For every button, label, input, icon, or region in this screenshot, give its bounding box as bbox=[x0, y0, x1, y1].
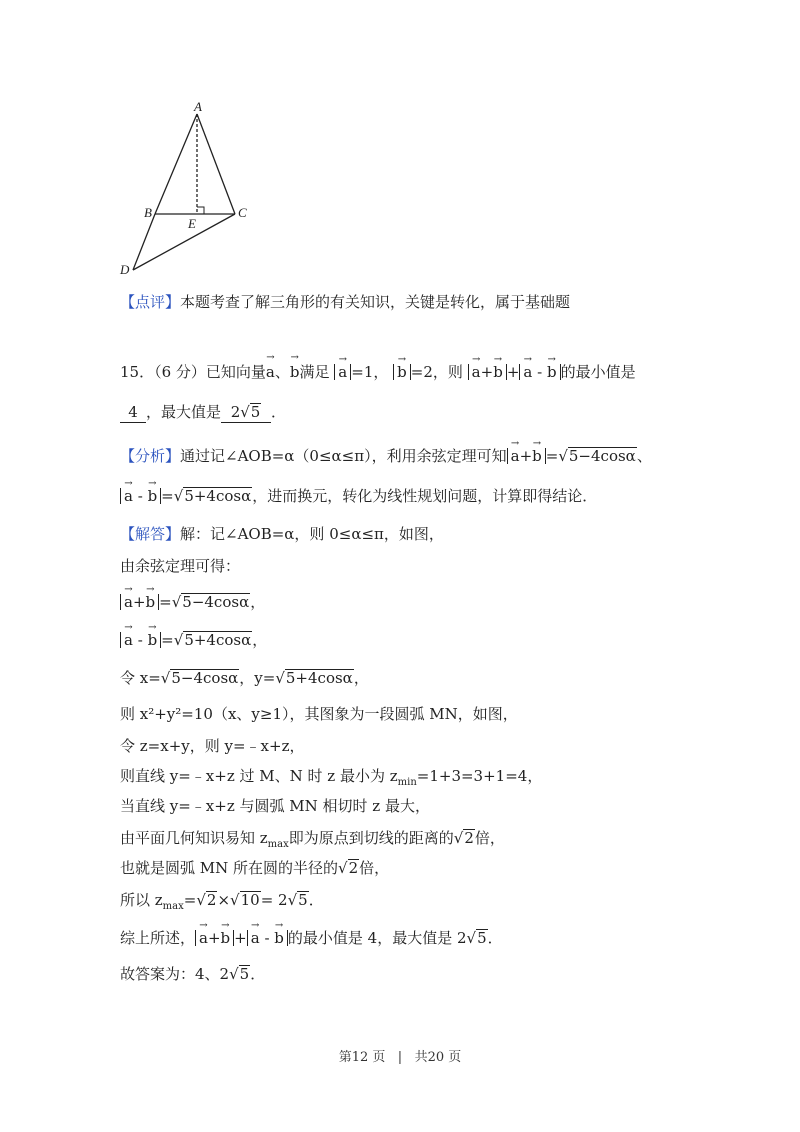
solution-line-6: 则 x²+y²=10（x、y≥1），其图象为一段圆弧 MN，如图， bbox=[120, 705, 518, 723]
sqrt-symbol: √5−4cosα bbox=[160, 669, 239, 687]
subscript: max bbox=[162, 901, 184, 912]
question-text: ，最大值是 bbox=[146, 403, 222, 421]
question-text: 满足 bbox=[299, 363, 330, 381]
question-text: 已知向量 bbox=[205, 363, 266, 381]
radicand: 5 bbox=[239, 965, 250, 983]
radicand: 5 bbox=[250, 403, 261, 421]
solution-line-10 bbox=[120, 828, 505, 855]
vector-b: → b bbox=[146, 594, 156, 610]
answer-max-coef: 2 bbox=[230, 403, 241, 421]
label-E: E bbox=[188, 216, 196, 231]
vector-b: → b bbox=[148, 632, 158, 648]
solution-text: 倍， bbox=[359, 859, 390, 877]
norm-a-plus-b: → a+→ b bbox=[120, 594, 159, 610]
equals: = 2 bbox=[260, 891, 288, 909]
separator: 、 bbox=[636, 447, 652, 465]
solution-line-2: 由余弦定理可得： bbox=[120, 557, 241, 575]
question-line-2 bbox=[120, 402, 286, 423]
solution-text: 解：记∠AOB=α，则 0≤α≤π，如图， bbox=[180, 525, 444, 543]
vector-b: → b bbox=[148, 488, 158, 504]
separator: 、 bbox=[274, 363, 290, 381]
vector-b: → b bbox=[397, 364, 407, 380]
vector-a: → a bbox=[266, 362, 275, 382]
solution-line-7: 令 z=x+y，则 y=﹣x+z， bbox=[120, 737, 305, 755]
solution-text: 倍， bbox=[474, 829, 505, 847]
solution-text: 则直线 y=﹣x+z 过 M、N 时 z 最小为 z bbox=[120, 767, 398, 785]
page-footer bbox=[0, 1046, 800, 1065]
sqrt-symbol: √2 bbox=[453, 829, 474, 847]
equals: = bbox=[183, 891, 197, 909]
radicand: 5−4cosα bbox=[182, 593, 250, 611]
solution-line-4: → a - → b =√5+4cosα， bbox=[120, 630, 267, 650]
vector-b: → b bbox=[547, 364, 557, 380]
solution-text: 由平面几何知识易知 z bbox=[120, 829, 268, 847]
analysis-tag: 【分析】 bbox=[120, 447, 181, 465]
radicand: 5−4cosα bbox=[568, 447, 636, 465]
vector-a: → a bbox=[124, 488, 133, 504]
analysis-line-2: → a - → b =√5+4cosα，进而换元，转化为线性规划问题，计算即得结论． bbox=[120, 486, 597, 506]
vector-b: → b bbox=[290, 362, 300, 382]
triangle-figure bbox=[115, 100, 275, 280]
question-number: 15． bbox=[120, 363, 155, 381]
norm-a bbox=[334, 364, 351, 380]
solution-line-11 bbox=[120, 858, 389, 878]
radicand: 5 bbox=[298, 891, 308, 909]
solution-text: 的最小值是 4，最大值是 2 bbox=[287, 929, 467, 947]
sqrt-symbol: √5 bbox=[229, 965, 250, 983]
vector-a: → a bbox=[511, 448, 520, 464]
analysis-text: ，进而换元，转化为线性规划问题，计算即得结论． bbox=[252, 487, 598, 505]
period: ． bbox=[308, 891, 324, 909]
vector-a: → a bbox=[472, 364, 481, 380]
vector-a: → a bbox=[124, 594, 133, 610]
solution-text: ，y= bbox=[239, 669, 276, 687]
review-tag: 【点评】 bbox=[120, 293, 181, 311]
sqrt-symbol: √5+4cosα bbox=[173, 631, 252, 649]
norm-a-minus-b: → a - → b bbox=[519, 364, 560, 380]
vector-a: → a bbox=[199, 930, 208, 946]
subscript: max bbox=[267, 839, 289, 850]
solution-line-5 bbox=[120, 668, 369, 688]
sqrt-symbol: √2 bbox=[338, 859, 359, 877]
sqrt-symbol: √5+4cosα bbox=[173, 487, 252, 505]
times-sign: × bbox=[217, 891, 231, 909]
page-total: 共20 页 bbox=[414, 1050, 462, 1065]
radicand: 5 bbox=[477, 929, 487, 947]
solution-text: 即为原点到切线的距离的 bbox=[288, 829, 454, 847]
period: ． bbox=[250, 965, 266, 983]
label-B: B bbox=[144, 205, 152, 220]
norm-b bbox=[393, 364, 411, 380]
question-text: 的最小值是 bbox=[560, 363, 636, 381]
radicand: 2 bbox=[206, 891, 217, 909]
sqrt-symbol: √10 bbox=[230, 891, 260, 909]
vector-a: → a bbox=[124, 632, 133, 648]
comma: ， bbox=[250, 593, 266, 611]
vector-a: → a bbox=[251, 930, 260, 946]
review-line bbox=[120, 292, 570, 312]
norm-a-plus-b: → a+→ b bbox=[507, 448, 546, 464]
analysis-line-1: 【分析】通过记∠AOB=α（0≤α≤π），利用余弦定理可知→ a+→ b =√5−4cosα、 bbox=[120, 446, 652, 466]
solution-tag: 【解答】 bbox=[120, 525, 181, 543]
label-D: D bbox=[120, 262, 130, 277]
footer-divider: | bbox=[397, 1050, 403, 1065]
norm-a-minus-b: → a - → b bbox=[120, 632, 161, 648]
solution-text: 令 x= bbox=[120, 669, 161, 687]
sqrt-symbol: √5 bbox=[240, 403, 261, 421]
solution-text: =1+3=3+1=4， bbox=[416, 767, 543, 785]
solution-line-14 bbox=[120, 964, 265, 984]
triangle-diagram bbox=[115, 100, 275, 280]
sqrt-symbol: √5−4cosα bbox=[171, 593, 250, 611]
subscript: min bbox=[397, 777, 417, 788]
radicand: 2 bbox=[464, 829, 474, 847]
review-text: 本题考查了解三角形的有关知识，关键是转化，属于基础题 bbox=[180, 293, 571, 311]
condition-1: =1， bbox=[351, 363, 389, 381]
sqrt-symbol: √5 bbox=[466, 929, 487, 947]
analysis-text: 通过记∠AOB=α（0≤α≤π），利用余弦定理可知 bbox=[180, 447, 507, 465]
label-C: C bbox=[238, 205, 247, 220]
vector-b: → b bbox=[274, 930, 284, 946]
comma: ， bbox=[353, 669, 369, 687]
sqrt-symbol: √2 bbox=[196, 891, 217, 909]
vector-b: → b bbox=[532, 448, 542, 464]
page-number: 第12 页 bbox=[338, 1050, 386, 1065]
sqrt-symbol: √5−4cosα bbox=[558, 447, 636, 465]
sqrt-symbol: √5 bbox=[287, 891, 308, 909]
right-angle-mark bbox=[197, 207, 204, 214]
label-A: A bbox=[194, 100, 202, 114]
radicand: 5+4cosα bbox=[184, 487, 252, 505]
solution-line-9: 当直线 y=﹣x+z 与圆弧 MN 相切时 z 最大， bbox=[120, 797, 430, 815]
edge-DC bbox=[133, 214, 235, 270]
comma: ， bbox=[252, 631, 268, 649]
radicand: 10 bbox=[240, 891, 260, 909]
vector-a: → a bbox=[338, 364, 347, 380]
answer-min: 4 bbox=[120, 402, 146, 423]
norm-a-plus-b: → a+→ b bbox=[195, 930, 234, 946]
period: ． bbox=[271, 403, 287, 421]
solution-line-12 bbox=[120, 890, 324, 917]
solution-line-13: 综上所述，→ a+→ b +→ a - → b 的最小值是 4，最大值是 2√5． bbox=[120, 928, 503, 948]
edge-AB bbox=[155, 114, 197, 214]
radicand: 2 bbox=[348, 859, 359, 877]
sqrt-symbol: √5+4cosα bbox=[275, 669, 353, 687]
norm-a-plus-b: → a+→ b bbox=[468, 364, 507, 380]
question-line-1: 15．（6 分）已知向量→ a、→ b满足 → a =1， → b =2，则 → a+→ b +→ a - → b 的最小值是 bbox=[120, 362, 636, 382]
norm-a-minus-b: → a - → b bbox=[120, 488, 161, 504]
vector-b: → b bbox=[493, 364, 503, 380]
solution-line-1 bbox=[120, 524, 444, 544]
edge-AC bbox=[197, 114, 235, 214]
edge-BD bbox=[133, 214, 155, 270]
norm-a-minus-b: → a - → b bbox=[247, 930, 288, 946]
solution-text: 也就是圆弧 MN 所在圆的半径的 bbox=[120, 859, 339, 877]
answer-max bbox=[221, 402, 271, 423]
period: ． bbox=[487, 929, 503, 947]
radicand: 5+4cosα bbox=[184, 631, 252, 649]
radicand: 5−4cosα bbox=[171, 669, 239, 687]
vector-b: → b bbox=[221, 930, 231, 946]
solution-line-8 bbox=[120, 766, 542, 793]
vector-a: → a bbox=[523, 364, 532, 380]
solution-text: 所以 z bbox=[120, 891, 163, 909]
radicand: 5+4cosα bbox=[285, 669, 353, 687]
solution-text: 综上所述， bbox=[120, 929, 196, 947]
question-score: （6 分） bbox=[154, 363, 206, 381]
condition-2: =2，则 bbox=[410, 363, 463, 381]
solution-text: 故答案为：4、2 bbox=[120, 965, 230, 983]
solution-line-3: → a+→ b =√5−4cosα， bbox=[120, 592, 265, 612]
